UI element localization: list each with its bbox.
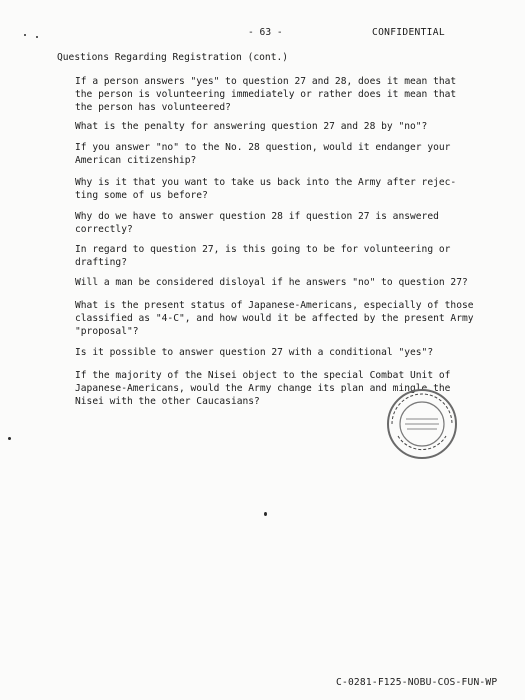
question-item: Is it possible to answer question 27 with a conditional "yes"? xyxy=(75,347,434,358)
classification-marking: CONFIDENTIAL xyxy=(372,27,445,38)
scan-speck xyxy=(24,34,26,36)
question-item: Why do we have to answer question 28 if question 27 is answered correctly? xyxy=(75,211,439,235)
scan-speck xyxy=(264,512,267,516)
question-item: If you answer "no" to the No. 28 question, would it endanger your American citizenship? xyxy=(75,142,451,166)
question-item: What is the present status of Japanese-Americans, especially of those classified as "4-C", and how would it be affected by the present Army "proposal"? xyxy=(75,300,474,337)
question-item: Why is it that you want to take us back into the Army after rejec- ting some of us before? xyxy=(75,177,457,201)
page-number: - 63 - xyxy=(248,27,283,38)
question-item: If the majority of the Nisei object to the special Combat Unit of Japanese-Americans, would the Army change its plan and mingle the Nisei with the other Caucasians? xyxy=(75,370,451,407)
question-item: If a person answers "yes" to question 27 and 28, does it mean that the person is volunteering immediately or rather does it mean that the person has volunteered? xyxy=(75,76,457,113)
question-item: Will a man be considered disloyal if he answers "no" to question 27? xyxy=(75,277,468,288)
archive-seal-stamp xyxy=(386,388,458,460)
question-item: In regard to question 27, is this going to be for volunteering or drafting? xyxy=(75,244,451,268)
scan-speck xyxy=(36,36,38,38)
question-item: What is the penalty for answering question 27 and 28 by "no"? xyxy=(75,121,428,132)
document-code: C-0281-F125-NOBU-COS-FUN-WP xyxy=(336,677,498,688)
scan-speck xyxy=(8,437,11,440)
section-title: Questions Regarding Registration (cont.) xyxy=(57,52,289,63)
